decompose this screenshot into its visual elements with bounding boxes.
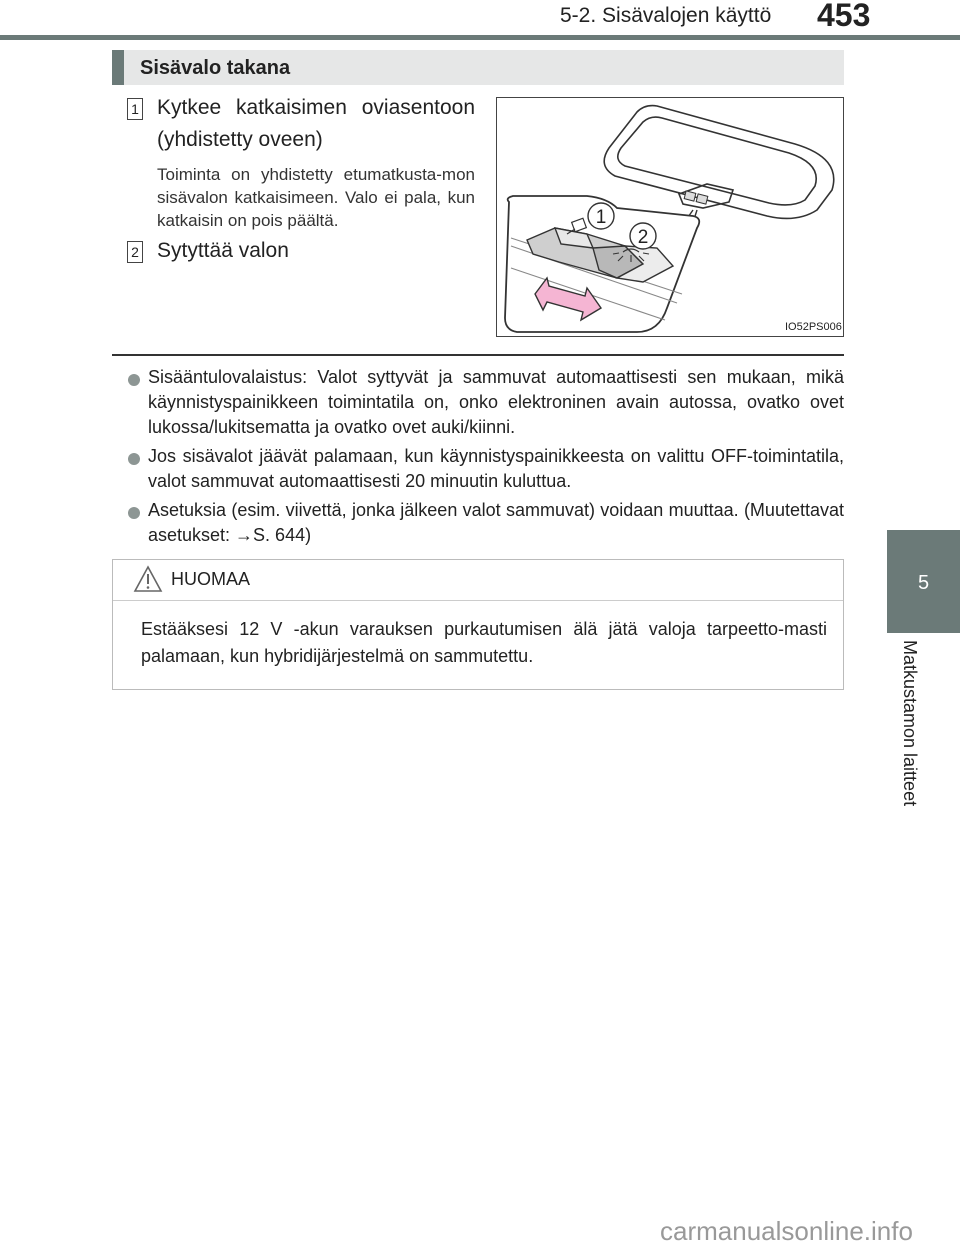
chapter-number: 5 <box>917 572 930 594</box>
section-heading: Sisävalo takana <box>140 57 291 79</box>
chapter-label: Matkustamon laitteet <box>900 640 920 807</box>
item-1-description: Toiminta on yhdistetty etumatkusta-mon sisävalon katkaisimeen. Valo ei pala, kun katkaisin on pois päältä. <box>157 165 475 230</box>
watermark: carmanualsonline.info <box>660 1216 913 1246</box>
header-rule <box>0 35 960 40</box>
bullet-item-2 <box>128 444 844 494</box>
bullet-text-1: Sisääntulovalaistus: Valot syttyvät ja sammuvat automaattisesti sen mukaan, mikä käynnistyspainikkeen toimintatila on, onko elektroninen avain autossa, ovatko ovet lukossa/lukitsematta ja ovatko ovet auki/kiinni. <box>148 367 844 437</box>
notice-title: HUOMAA <box>171 569 251 589</box>
chapter-tab <box>887 530 960 633</box>
bullet-text-3: Asetuksia (esim. viivettä, jonka jälkeen valot sammuvat) voidaan muuttaa. (Muutettavat asetukset: →S. 644) <box>148 500 844 545</box>
notice-body: Estääksesi 12 V -akun varauksen purkautumisen älä jätä valoja tarpeetto-masti palamaan, kun hybridijärjestelmä on sammutettu. <box>141 619 827 666</box>
item-1-title-line1: Kytkee katkaisimen oviasentoon <box>157 96 475 119</box>
running-header-title: 5-2. Sisävalojen käyttö <box>560 4 772 27</box>
warning-triangle-icon <box>133 565 163 593</box>
bullet-text-2: Jos sisävalot jäävät palamaan, kun käynnistyspainikkeesta on valittu OFF-toimintatila, valot sammuvat automaattisesti 20 minuutin kuluttua. <box>148 446 844 491</box>
bullet-item-1 <box>128 365 844 440</box>
section-divider <box>112 354 844 356</box>
light-switch-drawing <box>497 98 843 336</box>
figure-callout-2: 2 <box>637 227 649 248</box>
item-1-title-line2: (yhdistetty oveen) <box>157 128 323 151</box>
notice-header <box>113 560 843 601</box>
notice-box <box>112 559 844 690</box>
figure-code: IO52PS006 <box>785 321 842 333</box>
rear-interior-light-illustration <box>496 97 844 337</box>
figure-callout-1: 1 <box>595 207 607 228</box>
item-number-badge-2: 2 <box>127 241 143 263</box>
bullet-dot-icon <box>128 374 140 386</box>
item-number-badge-1: 1 <box>127 98 143 120</box>
section-heading-bar <box>112 50 844 85</box>
bullet-dot-icon <box>128 453 140 465</box>
bullet-item-3 <box>128 498 844 548</box>
bullet-dot-icon <box>128 507 140 519</box>
item-2-title: Sytyttää valon <box>157 239 289 262</box>
page-number: 453 <box>817 0 871 33</box>
